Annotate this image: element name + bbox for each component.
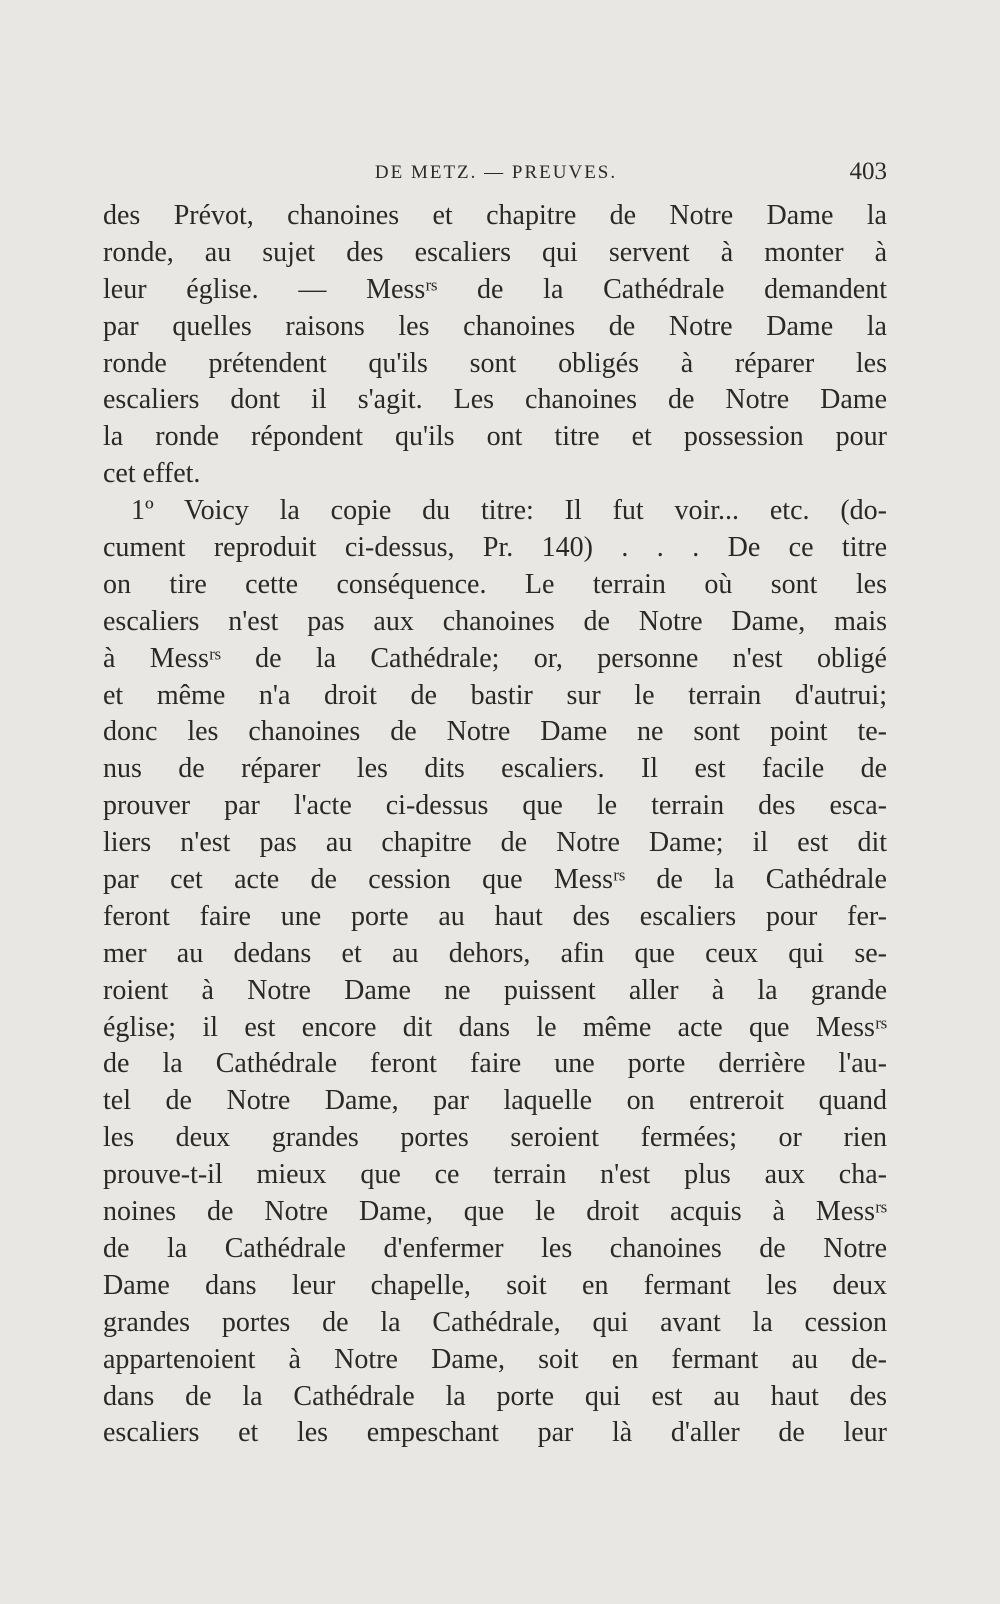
- text-line: noines de Notre Dame, que le droit acquis à Messʳˢ: [103, 1196, 887, 1228]
- text-line: grandes portes de la Cathédrale, qui avant la cession: [103, 1306, 887, 1338]
- text-line: 1º Voicy la copie du titre: Il fut voir... etc. (do-: [131, 495, 887, 527]
- text-line: par cet acte de cession que Messʳˢ de la Cathédrale: [103, 864, 887, 896]
- text-line: mer au dedans et au dehors, afin que ceux qui se-: [103, 937, 887, 969]
- text-line: par quelles raisons les chanoines de Notre Dame la: [103, 310, 887, 342]
- text-line: roient à Notre Dame ne puissent aller à la grande: [103, 974, 887, 1006]
- text-line: escaliers n'est pas aux chanoines de Notre Dame, mais: [103, 605, 887, 637]
- text-line: escaliers dont il s'agit. Les chanoines de Notre Dame: [103, 384, 887, 416]
- text-line: dans de la Cathédrale la porte qui est au haut des: [103, 1380, 887, 1412]
- text-line: église; il est encore dit dans le même acte que Messʳˢ: [103, 1011, 887, 1043]
- text-line: des Prévot, chanoines et chapitre de Notre Dame la: [103, 200, 887, 231]
- text-line: prouver par l'acte ci-dessus que le terrain des esca-: [103, 790, 887, 822]
- text-line: à Messʳˢ de la Cathédrale; or, personne n'est obligé: [103, 642, 887, 674]
- text-line: de la Cathédrale feront faire une porte derrière l'au-: [103, 1048, 887, 1080]
- text-line: cet effet.: [103, 458, 201, 490]
- text-line: feront faire une porte au haut des escaliers pour fer-: [103, 900, 887, 932]
- text-line: et même n'a droit de bastir sur le terrain d'autrui;: [103, 679, 887, 711]
- text-line: ronde prétendent qu'ils sont obligés à réparer les: [103, 347, 887, 379]
- running-head: DE METZ. — PREUVES.: [374, 162, 618, 183]
- text-line: la ronde répondent qu'ils ont titre et possession pour: [103, 421, 887, 453]
- page-number: 403: [849, 158, 887, 185]
- text-line: cument reproduit ci-dessus, Pr. 140) . . . De ce titre: [103, 532, 887, 564]
- text-line: de la Cathédrale d'enfermer les chanoines de Notre: [103, 1232, 887, 1264]
- page-header: [105, 158, 887, 188]
- text-line: les deux grandes portes seroient fermées; or rien: [103, 1122, 887, 1154]
- text-line: escaliers et les empeschant par là d'aller de leur: [103, 1417, 887, 1449]
- text-line: Dame dans leur chapelle, soit en fermant les deux: [103, 1269, 887, 1301]
- text-line: on tire cette conséquence. Le terrain où sont les: [103, 568, 887, 600]
- text-line: tel de Notre Dame, par laquelle on entreroit quand: [103, 1085, 887, 1117]
- body-text: [103, 198, 887, 1452]
- text-line: appartenoient à Notre Dame, soit en fermant au de-: [103, 1343, 887, 1375]
- text-line: leur église. — Messʳˢ de la Cathédrale demandent: [103, 273, 887, 305]
- text-line: donc les chanoines de Notre Dame ne sont point te-: [103, 716, 887, 748]
- text-line: ronde, au sujet des escaliers qui servent à monter à: [103, 236, 887, 268]
- text-line: nus de réparer les dits escaliers. Il est facile de: [103, 753, 887, 785]
- text-line: liers n'est pas au chapitre de Notre Dame; il est dit: [103, 827, 887, 859]
- text-line: prouve-t-il mieux que ce terrain n'est plus aux cha-: [103, 1159, 887, 1191]
